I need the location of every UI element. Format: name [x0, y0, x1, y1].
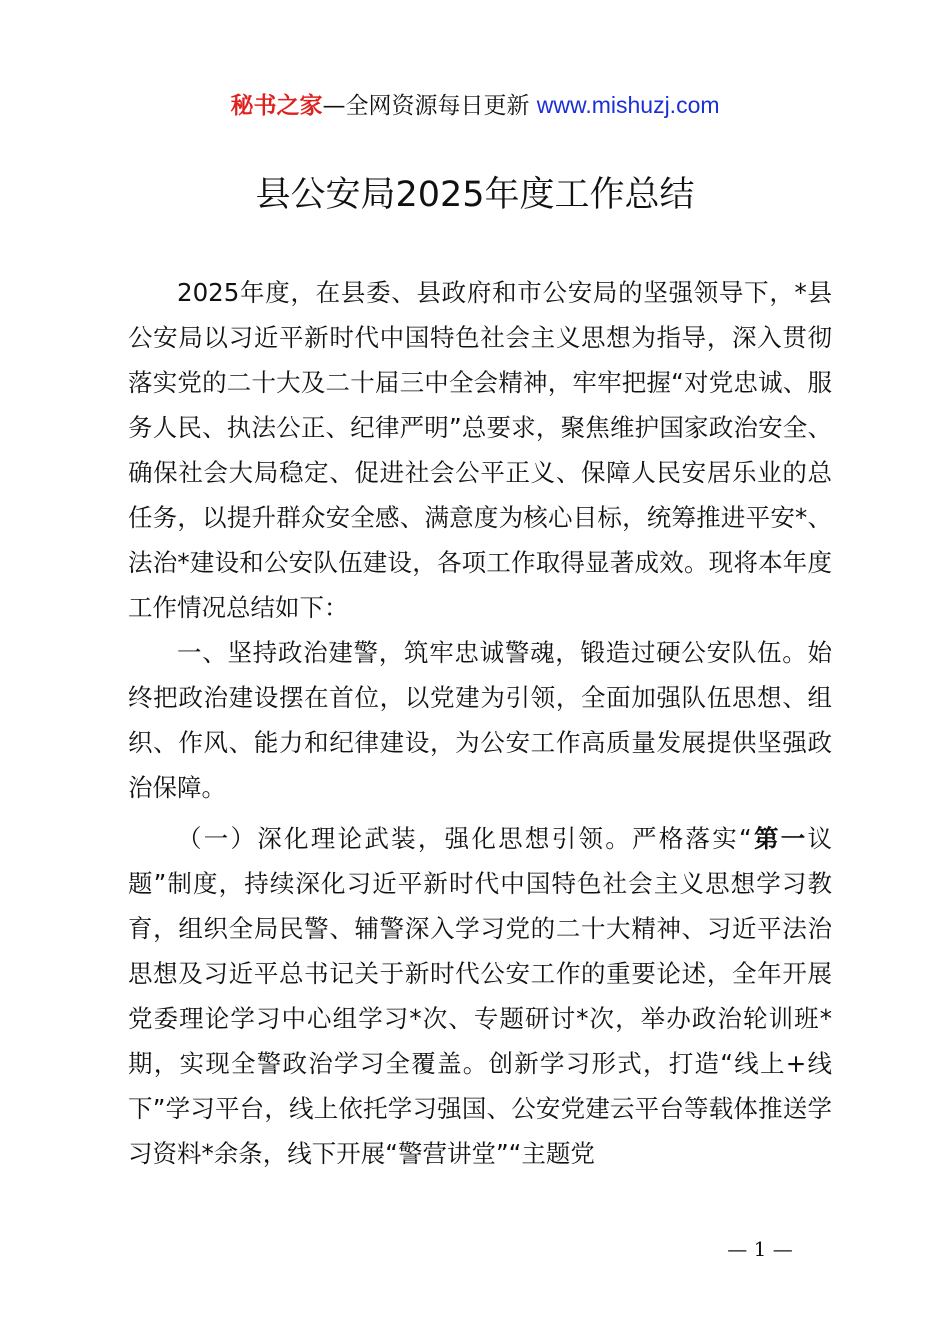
intro-paragraph: 2025年度，在县委、县政府和市公安局的坚强领导下，*县公安局以习近平新时代中国特色社会主义思想为指导，深入贯彻落实党的二十大及二十届三中全会精神，牢牢把握“对党忠诚、服务人民、执法公正、纪律严明”总要求，聚焦维护国家政治安全、确保社会大局稳定、促进社会公平正义、保障人民安居乐业的总任务，以提升群众安全感、满意度为核心目标，统筹推进平安*、法治*建设和公安队伍建设，各项工作取得显著成效。现将本年度工作情况总结如下： [128, 278, 832, 622]
subsection-1-bold: 第一 [751, 824, 808, 853]
section-1-paragraph [128, 630, 832, 810]
section-1-heading: 一、坚持政治建警，筑牢忠诚警魂，锻造过硬公安队伍。 [177, 638, 808, 667]
document-title: 县公安局2025年度工作总结 [255, 175, 695, 215]
section-1-text: 始终把政治建设摆在首位，以党建为引领，全面加强队伍思想、组织、作风、能力和纪律建设，为公安工作高质量发展提供坚强政治保障。 [128, 638, 832, 802]
subsection-1-text-a: （一）深化理论武装，强化思想引领。严格落实“ [177, 824, 752, 853]
document-body [128, 270, 832, 1176]
site-banner [0, 88, 950, 123]
brand-name: 秘书之家 [230, 93, 323, 119]
page-number: — 1 — [727, 1237, 793, 1261]
banner-slogan: —全网资源每日更新 [322, 93, 537, 119]
banner-url-link[interactable]: www.mishuzj.com [536, 92, 720, 118]
subsection-1-text-b: 议题”制度，持续深化习近平新时代中国特色社会主义思想学习教育，组织全局民警、辅警深入学习党的二十大精神、习近平法治思想及习近平总书记关于新时代公安工作的重要论述，全年开展党委理论学习中心组学习*次、专题研讨*次，举办政治轮训班*期，实现全警政治学习全覆盖。创新学习形式，打造“线上+线下”学习平台，线上依托学习强国、公安党建云平台等载体推送学习资料*余条，线下开展“警营讲堂”“主题党 [128, 824, 832, 1168]
subsection-1-paragraph [128, 816, 832, 1176]
